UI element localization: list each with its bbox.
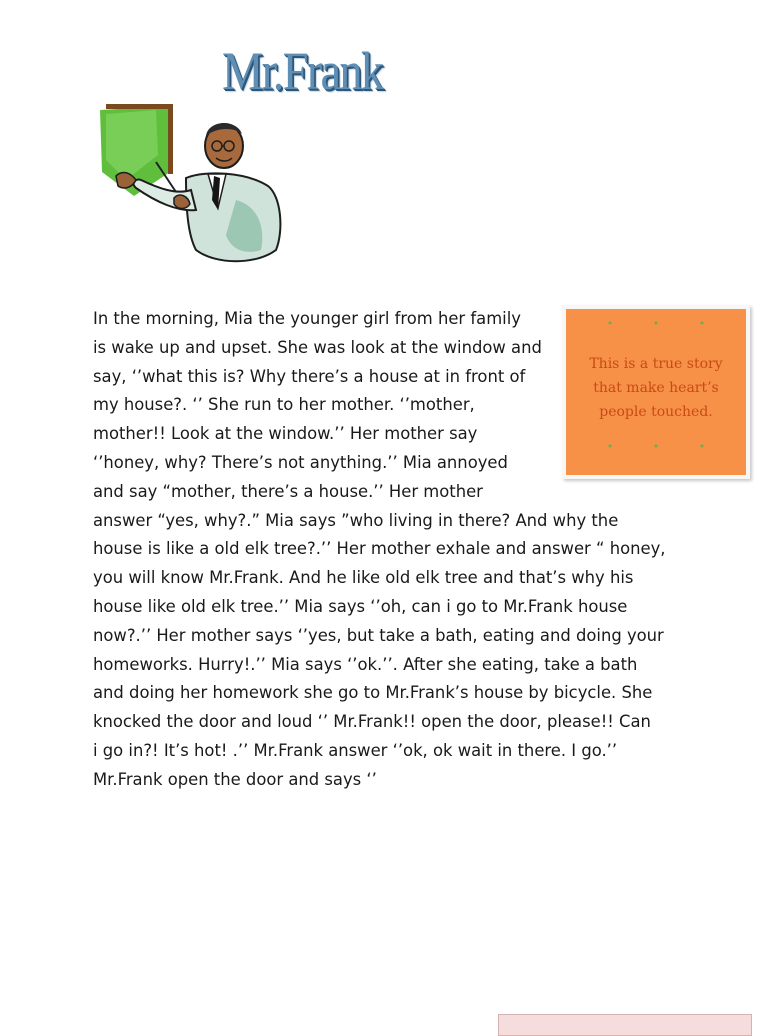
story-line: mother!! Look at the window.’’ Her mother say: [93, 424, 478, 444]
story-line: Mr.Frank open the door and says ‘’: [93, 769, 377, 789]
story-line: answer “yes, why?.” Mia says ”who living in there? And why the: [93, 510, 619, 530]
callout-inner: [566, 309, 746, 475]
callout-text: This is a true story that make heart’s people touched.: [589, 356, 723, 420]
story-line: knocked the door and loud ‘’ Mr.Frank!! open the door, please!! Can: [93, 712, 651, 732]
story-line: In the morning, Mia the younger girl from her family: [93, 309, 521, 328]
story-line: i go in?! It’s hot! .’’ Mr.Frank answer ‘’ok, ok wait in there. I go.’’: [93, 740, 618, 760]
board-frame-side: [168, 104, 173, 174]
story-line: house like old elk tree.’’ Mia says ‘’oh, can i go to Mr.Frank house: [93, 596, 628, 616]
story-line: you will know Mr.Frank. And he like old elk tree and that’s why his: [93, 568, 634, 588]
story-line: is wake up and upset. She was look at the window and: [93, 337, 542, 357]
story-line: homeworks. Hurry!.’’ Mia says ‘’ok.’’. After she eating, take a bath: [93, 654, 638, 674]
story-line: house is like a old elk tree?.’’ Her mother exhale and answer “ honey,: [93, 539, 666, 559]
teacher-illustration: [96, 100, 286, 265]
footer-box: [498, 1014, 752, 1036]
story-line: my house?. ‘’ She run to her mother. ‘’mother,: [93, 395, 475, 415]
story-line: ‘’honey, why? There’s not anything.’’ Mia annoyed: [93, 452, 508, 472]
callout-dots-top: • • •: [606, 317, 724, 330]
story-line: now?.’’ Her mother says ‘’yes, but take a bath, eating and doing your: [93, 625, 664, 645]
story-line: say, ‘’what this is? Why there’s a house at in front of: [93, 366, 526, 386]
board-frame-top: [106, 104, 172, 109]
story-line: and say “mother, there’s a house.’’ Her mother: [93, 481, 483, 501]
page-title: Mr.Frank: [222, 41, 383, 101]
callout-box: [562, 305, 750, 479]
story-line: and doing her homework she go to Mr.Frank’s house by bicycle. She: [93, 683, 653, 703]
callout-dots-bottom: • • •: [606, 440, 724, 453]
